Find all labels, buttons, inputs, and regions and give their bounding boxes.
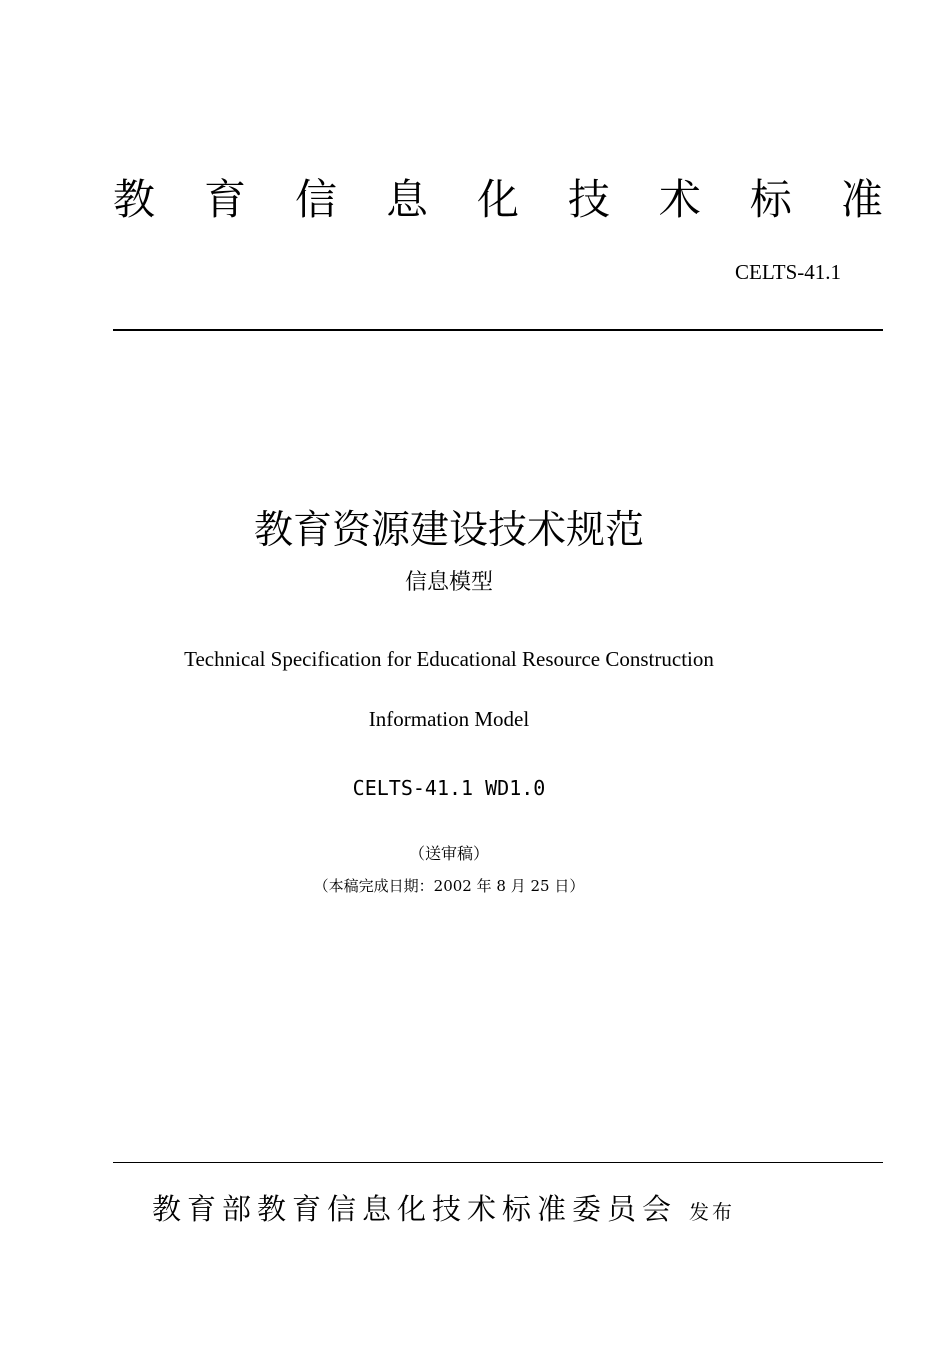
bottom-divider [113,1162,883,1163]
top-divider [113,329,883,331]
english-title: Technical Specification for Educational Resource Construction [184,647,714,671]
series-char: 信 [294,175,337,224]
series-char: 育 [203,175,246,224]
standard-code: CELTS-41.1 [735,260,841,284]
series-char: 教 [113,175,156,224]
standard-series-title [113,172,883,228]
series-char: 技 [567,175,610,224]
series-char: 术 [658,175,701,224]
english-subtitle: Information Model [368,707,530,731]
series-char: 化 [476,175,519,224]
completion-date: （本稿完成日期：2002 年 8 月 25 日） [313,877,585,895]
series-char: 准 [840,175,883,224]
series-char: 标 [749,175,792,224]
sub-title: 信息模型 [404,570,493,595]
document-code: CELTS-41.1 WD1.0 [352,776,546,800]
publish-label: 发布 [689,1200,736,1224]
main-title: 教育资源建设技术规范 [253,508,644,553]
publisher-name: 教育部教育信息化技术标准委员会 [152,1192,678,1226]
draft-status: （送审稿） [408,844,489,863]
series-char: 息 [385,175,428,224]
publisher-line [152,1186,735,1232]
